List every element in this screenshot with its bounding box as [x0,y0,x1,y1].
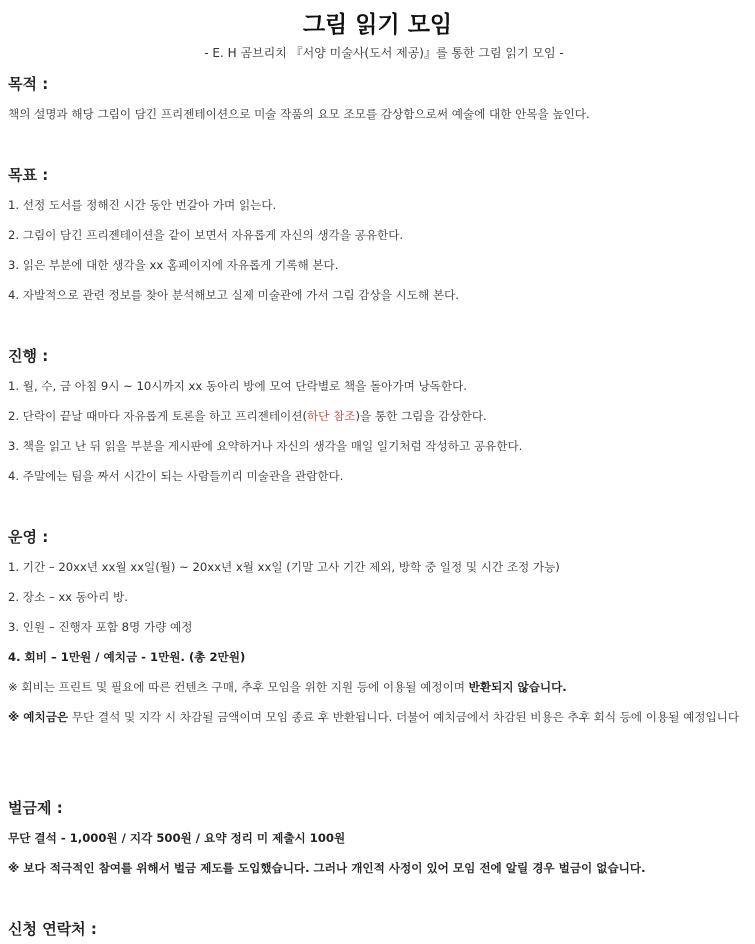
purpose-text: 책의 설명과 해당 그림이 담긴 프리젠테이션으로 미술 작품의 요모 조모를 감상함으로써 예술에 대한 안목을 높인다. [8,107,590,121]
operation-item-2: 2. 장소 – xx 동아리 방. [8,590,128,604]
fines-note: ※ 보다 적극적인 참여를 위해서 벌금 제도를 도입했습니다. 그러나 개인적 사정이 있어 모임 전에 알릴 경우 벌금이 없습니다. [8,861,646,875]
fines-amounts: 무단 결석 - 1,000원 / 지각 500원 / 요약 정리 미 제출시 100원 [8,831,346,845]
progress-item-4: 4. 주말에는 팀을 짜서 시간이 되는 사람들끼리 미술관을 관람한다. [8,469,344,483]
progress-item-2-text-start: 2. 단락이 끝날 때마다 자유롭게 토론을 하고 프리젠테이션( [8,409,307,423]
goal-item-4: 4. 자발적으로 관련 정보를 찾아 분석해보고 실제 미술관에 가서 그림 감상을 시도해 본다. [8,288,459,302]
progress-item-3: 3. 책을 읽고 난 뒤 읽을 부분을 게시판에 요약하거나 자신의 생각을 매일 일기처럼 작성하고 공유한다. [8,439,523,453]
goal-item-1: 1. 선정 도서를 정해진 시간 동안 번갈아 가며 읽는다. [8,198,277,212]
fee-note-emphasis: 반환되지 않습니다. [468,680,567,694]
goal-item-3: 3. 읽은 부분에 대한 생각을 xx 홈페이지에 자유롭게 기록해 본다. [8,258,339,272]
progress-item-2-reference: 하단 참조 [306,409,356,423]
operation-item-4: 4. 회비 – 1만원 / 예치금 - 1만원. (총 2만원) [8,650,246,664]
progress-item-1: 1. 월, 수, 금 아침 9시 ~ 10시까지 xx 동아리 방에 모여 단락별로 책을 돌아가며 낭독한다. [8,379,467,393]
document-subtitle: - E. H 곰브리치 『서양 미술사(도서 제공)』를 통한 그림 읽기 모임 - [204,46,564,60]
fines-heading: 벌금제 : [8,799,63,817]
deposit-note-text: 무단 결석 및 지각 시 차감될 금액이며 모임 종료 후 반환됩니다. 더불어 예치금에서 차감된 비용은 추후 회식 등에 이용될 예정입니다 [68,710,740,724]
goal-item-2: 2. 그림이 담긴 프리젠테이션을 같이 보면서 자유롭게 자신의 생각을 공유한다. [8,228,404,242]
purpose-heading: 목적 : [8,75,49,93]
goals-heading: 목표 : [8,166,49,184]
deposit-note-emphasis: ※ 예치금은 [8,710,69,724]
progress-heading: 진행 : [8,347,49,365]
operation-item-1: 1. 기간 – 20xx년 xx월 xx일(월) ~ 20xx년 x월 xx일 (기말 고사 기간 제외, 방학 중 일정 및 시간 조정 가능) [8,560,560,574]
operation-note-deposit [8,702,750,732]
fee-note-text: ※ 회비는 프린트 및 필요에 따른 컨텐츠 구매, 추후 모임을 위한 지원 등에 이용될 예정이며 [8,680,469,694]
document-title: 그림 읽기 모임 [302,12,453,38]
operation-note-fee [8,679,567,695]
operation-heading: 운영 : [8,528,49,546]
progress-item-2-text-end: )을 통한 그림을 감상한다. [355,409,487,423]
operation-item-3: 3. 인원 – 진행자 포함 8명 가량 예정 [8,620,193,634]
contact-heading: 신청 연락처 : [8,920,97,938]
progress-item-2 [8,408,487,424]
